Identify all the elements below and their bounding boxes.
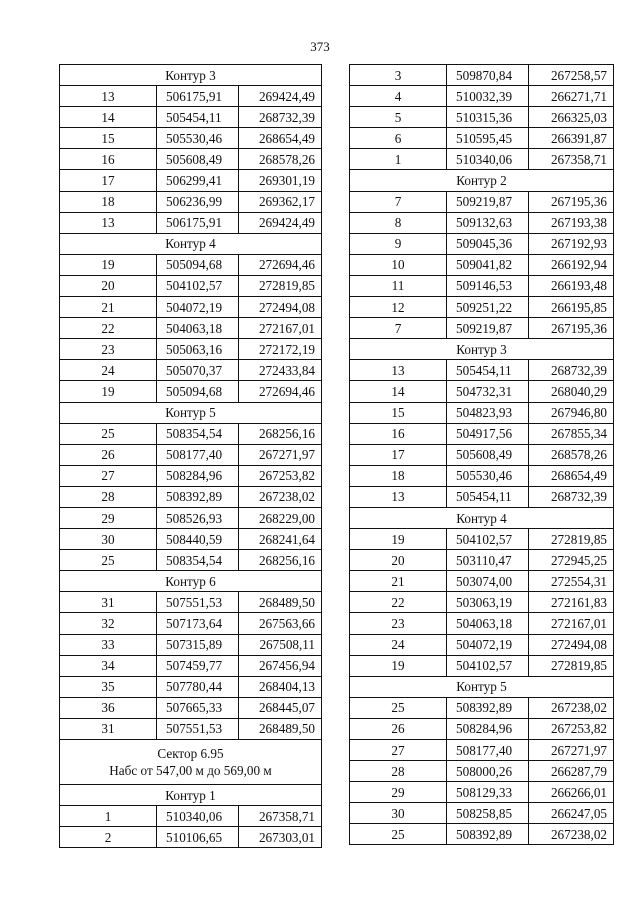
table-row [60, 339, 322, 360]
point-number: 2 [60, 827, 157, 848]
y-coordinate: 268489,50 [239, 718, 322, 739]
table-row [60, 507, 322, 528]
table-row [350, 761, 614, 782]
point-number: 4 [350, 86, 447, 107]
x-coordinate: 508392,89 [157, 486, 239, 507]
table-row [60, 634, 322, 655]
table-row [350, 782, 614, 803]
y-coordinate: 268489,50 [239, 592, 322, 613]
y-coordinate: 267195,36 [529, 318, 614, 339]
table-row [350, 824, 614, 845]
point-number: 11 [350, 275, 447, 296]
y-coordinate: 272819,85 [529, 655, 614, 676]
point-number: 29 [60, 507, 157, 528]
x-coordinate: 507551,53 [157, 592, 239, 613]
table-row [350, 233, 614, 254]
y-coordinate: 266192,94 [529, 254, 614, 275]
point-number: 21 [60, 297, 157, 318]
y-coordinate: 267303,01 [239, 827, 322, 848]
y-coordinate: 269424,49 [239, 86, 322, 107]
x-coordinate: 508392,89 [447, 824, 529, 845]
table-row [60, 107, 322, 128]
x-coordinate: 509870,84 [447, 65, 529, 86]
x-coordinate: 506299,41 [157, 170, 239, 191]
x-coordinate: 505454,11 [447, 486, 529, 507]
y-coordinate: 268040,29 [529, 381, 614, 402]
contour-header-row [350, 170, 614, 191]
y-coordinate: 267253,82 [529, 718, 614, 739]
table-row [60, 86, 322, 107]
x-coordinate: 504063,18 [157, 318, 239, 339]
x-coordinate: 509132,63 [447, 212, 529, 233]
point-number: 8 [350, 212, 447, 233]
y-coordinate: 269424,49 [239, 212, 322, 233]
sector-title: Сектор 6.95 [157, 746, 224, 761]
table-row [350, 318, 614, 339]
x-coordinate: 505608,49 [447, 444, 529, 465]
x-coordinate: 508258,85 [447, 803, 529, 824]
table-row [60, 318, 322, 339]
table-row [350, 191, 614, 212]
table-row [60, 149, 322, 170]
point-number: 25 [60, 550, 157, 571]
contour-header-row [60, 402, 322, 423]
point-number: 24 [60, 360, 157, 381]
x-coordinate: 510595,45 [447, 128, 529, 149]
y-coordinate: 266271,71 [529, 86, 614, 107]
y-coordinate: 266266,01 [529, 782, 614, 803]
x-coordinate: 508526,93 [157, 507, 239, 528]
contour-header: Контур 3 [60, 65, 322, 86]
table-row [60, 806, 322, 827]
table-row [350, 254, 614, 275]
table-row [350, 444, 614, 465]
point-number: 26 [350, 718, 447, 739]
point-number: 26 [60, 444, 157, 465]
point-number: 36 [60, 697, 157, 718]
y-coordinate: 272494,08 [239, 297, 322, 318]
y-coordinate: 267195,36 [529, 191, 614, 212]
point-number: 28 [60, 486, 157, 507]
y-coordinate: 268654,49 [239, 128, 322, 149]
point-number: 17 [350, 444, 447, 465]
page-number: 373 [310, 39, 330, 54]
y-coordinate: 266193,48 [529, 275, 614, 296]
point-number: 20 [60, 275, 157, 296]
point-number: 14 [60, 107, 157, 128]
x-coordinate: 508354,54 [157, 550, 239, 571]
y-coordinate: 272945,25 [529, 550, 614, 571]
table-row [60, 360, 322, 381]
table-row [60, 718, 322, 739]
point-number: 31 [60, 592, 157, 613]
table-row [60, 550, 322, 571]
point-number: 1 [60, 806, 157, 827]
table-row [350, 275, 614, 296]
x-coordinate: 504072,19 [157, 297, 239, 318]
sector-header-row [60, 740, 322, 785]
x-coordinate: 507551,53 [157, 718, 239, 739]
x-coordinate: 505530,46 [157, 128, 239, 149]
table-row [350, 360, 614, 381]
y-coordinate: 272172,19 [239, 339, 322, 360]
point-number: 16 [350, 423, 447, 444]
table-row [350, 718, 614, 739]
y-coordinate: 272494,08 [529, 634, 614, 655]
x-coordinate: 504823,93 [447, 402, 529, 423]
y-coordinate: 267855,34 [529, 423, 614, 444]
x-coordinate: 505094,68 [157, 381, 239, 402]
x-coordinate: 503110,47 [447, 550, 529, 571]
table-row [60, 381, 322, 402]
point-number: 12 [350, 297, 447, 318]
contour-header: Контур 2 [350, 170, 614, 191]
contour-header-row [60, 571, 322, 592]
y-coordinate: 267192,93 [529, 233, 614, 254]
y-coordinate: 267946,80 [529, 402, 614, 423]
table-row [60, 444, 322, 465]
table-row [350, 297, 614, 318]
x-coordinate: 509219,87 [447, 318, 529, 339]
point-number: 31 [60, 718, 157, 739]
y-coordinate: 266247,05 [529, 803, 614, 824]
x-coordinate: 504917,56 [447, 423, 529, 444]
x-coordinate: 509041,82 [447, 254, 529, 275]
y-coordinate: 272819,85 [239, 275, 322, 296]
y-coordinate: 267456,94 [239, 655, 322, 676]
table-row [60, 191, 322, 212]
contour-header-row [60, 233, 322, 254]
y-coordinate: 272167,01 [239, 318, 322, 339]
x-coordinate: 505070,37 [157, 360, 239, 381]
point-number: 16 [60, 149, 157, 170]
table-row [60, 676, 322, 697]
table-row [60, 423, 322, 444]
contour-header-row [60, 65, 322, 86]
contour-header: Контур 5 [60, 402, 322, 423]
point-number: 19 [60, 254, 157, 275]
y-coordinate: 268732,39 [239, 107, 322, 128]
y-coordinate: 268732,39 [529, 360, 614, 381]
point-number: 18 [350, 465, 447, 486]
point-number: 25 [350, 697, 447, 718]
x-coordinate: 505530,46 [447, 465, 529, 486]
point-number: 14 [350, 381, 447, 402]
contour-header: Контур 1 [60, 785, 322, 806]
x-coordinate: 506175,91 [157, 212, 239, 233]
y-coordinate: 267238,02 [529, 697, 614, 718]
table-row [350, 550, 614, 571]
point-number: 19 [60, 381, 157, 402]
x-coordinate: 508284,96 [157, 465, 239, 486]
table-row [60, 254, 322, 275]
y-coordinate: 268654,49 [529, 465, 614, 486]
coordinates-table-right [349, 64, 614, 845]
x-coordinate: 504102,57 [157, 275, 239, 296]
table-row [350, 149, 614, 170]
contour-header: Контур 5 [350, 676, 614, 697]
point-number: 22 [350, 592, 447, 613]
x-coordinate: 508284,96 [447, 718, 529, 739]
point-number: 3 [350, 65, 447, 86]
point-number: 19 [350, 529, 447, 550]
table-row [350, 655, 614, 676]
point-number: 29 [350, 782, 447, 803]
y-coordinate: 268578,26 [529, 444, 614, 465]
contour-header-row [350, 339, 614, 360]
table-row [60, 170, 322, 191]
table-row [350, 529, 614, 550]
point-number: 27 [60, 465, 157, 486]
point-number: 19 [350, 655, 447, 676]
x-coordinate: 505454,11 [447, 360, 529, 381]
table-row [350, 740, 614, 761]
table-row [60, 486, 322, 507]
table-row [60, 827, 322, 848]
x-coordinate: 505063,16 [157, 339, 239, 360]
contour-header-row [60, 785, 322, 806]
contour-header: Контур 3 [350, 339, 614, 360]
point-number: 30 [60, 529, 157, 550]
x-coordinate: 504102,57 [447, 655, 529, 676]
point-number: 35 [60, 676, 157, 697]
y-coordinate: 272433,84 [239, 360, 322, 381]
y-coordinate: 268256,16 [239, 550, 322, 571]
point-number: 7 [350, 318, 447, 339]
point-number: 24 [350, 634, 447, 655]
y-coordinate: 267271,97 [239, 444, 322, 465]
point-number: 18 [60, 191, 157, 212]
x-coordinate: 507780,44 [157, 676, 239, 697]
point-number: 25 [60, 423, 157, 444]
y-coordinate: 268404,13 [239, 676, 322, 697]
sector-header [60, 740, 322, 785]
x-coordinate: 507315,89 [157, 634, 239, 655]
table-row [60, 128, 322, 149]
table-row [60, 697, 322, 718]
table-row [60, 655, 322, 676]
y-coordinate: 268732,39 [529, 486, 614, 507]
table-row [60, 297, 322, 318]
point-number: 27 [350, 740, 447, 761]
y-coordinate: 272694,46 [239, 254, 322, 275]
y-coordinate: 272819,85 [529, 529, 614, 550]
y-coordinate: 267193,38 [529, 212, 614, 233]
table-row [350, 571, 614, 592]
x-coordinate: 506175,91 [157, 86, 239, 107]
y-coordinate: 268241,64 [239, 529, 322, 550]
point-number: 34 [60, 655, 157, 676]
point-number: 28 [350, 761, 447, 782]
y-coordinate: 272554,31 [529, 571, 614, 592]
x-coordinate: 507173,64 [157, 613, 239, 634]
x-coordinate: 508177,40 [157, 444, 239, 465]
y-coordinate: 267358,71 [239, 806, 322, 827]
x-coordinate: 507459,77 [157, 655, 239, 676]
y-coordinate: 269301,19 [239, 170, 322, 191]
table-row [350, 381, 614, 402]
point-number: 33 [60, 634, 157, 655]
point-number: 13 [350, 360, 447, 381]
table-row [60, 465, 322, 486]
x-coordinate: 504072,19 [447, 634, 529, 655]
point-number: 30 [350, 803, 447, 824]
table-row [350, 803, 614, 824]
table-row [350, 402, 614, 423]
y-coordinate: 268445,07 [239, 697, 322, 718]
contour-header: Контур 6 [60, 571, 322, 592]
x-coordinate: 509219,87 [447, 191, 529, 212]
point-number: 15 [60, 128, 157, 149]
point-number: 25 [350, 824, 447, 845]
table-row [60, 592, 322, 613]
x-coordinate: 505094,68 [157, 254, 239, 275]
x-coordinate: 506236,99 [157, 191, 239, 212]
point-number: 20 [350, 550, 447, 571]
y-coordinate: 267258,57 [529, 65, 614, 86]
contour-header: Контур 4 [350, 507, 614, 528]
y-coordinate: 266391,87 [529, 128, 614, 149]
point-number: 23 [60, 339, 157, 360]
y-coordinate: 267238,02 [529, 824, 614, 845]
y-coordinate: 268578,26 [239, 149, 322, 170]
point-number: 15 [350, 402, 447, 423]
x-coordinate: 503063,19 [447, 592, 529, 613]
point-number: 13 [60, 212, 157, 233]
x-coordinate: 509146,53 [447, 275, 529, 296]
point-number: 1 [350, 149, 447, 170]
point-number: 13 [60, 86, 157, 107]
point-number: 32 [60, 613, 157, 634]
x-coordinate: 505454,11 [157, 107, 239, 128]
x-coordinate: 510032,39 [447, 86, 529, 107]
table-row [350, 634, 614, 655]
x-coordinate: 504732,31 [447, 381, 529, 402]
x-coordinate: 504063,18 [447, 613, 529, 634]
point-number: 6 [350, 128, 447, 149]
x-coordinate: 505608,49 [157, 149, 239, 170]
y-coordinate: 267238,02 [239, 486, 322, 507]
contour-header-row [350, 676, 614, 697]
point-number: 5 [350, 107, 447, 128]
x-coordinate: 509251,22 [447, 297, 529, 318]
x-coordinate: 508440,59 [157, 529, 239, 550]
point-number: 22 [60, 318, 157, 339]
table-row [350, 212, 614, 233]
y-coordinate: 268229,00 [239, 507, 322, 528]
y-coordinate: 267253,82 [239, 465, 322, 486]
x-coordinate: 510340,06 [157, 806, 239, 827]
table-row [350, 465, 614, 486]
table-row [350, 697, 614, 718]
coordinates-table-left [59, 64, 322, 848]
point-number: 7 [350, 191, 447, 212]
y-coordinate: 267563,66 [239, 613, 322, 634]
y-coordinate: 266325,03 [529, 107, 614, 128]
y-coordinate: 269362,17 [239, 191, 322, 212]
point-number: 21 [350, 571, 447, 592]
table-row [350, 86, 614, 107]
x-coordinate: 508354,54 [157, 423, 239, 444]
x-coordinate: 510106,65 [157, 827, 239, 848]
sector-range: Набс от 547,00 м до 569,00 м [109, 763, 272, 778]
y-coordinate: 266195,85 [529, 297, 614, 318]
table-row [60, 613, 322, 634]
table-row [350, 592, 614, 613]
y-coordinate: 266287,79 [529, 761, 614, 782]
point-number: 23 [350, 613, 447, 634]
table-row [350, 486, 614, 507]
x-coordinate: 504102,57 [447, 529, 529, 550]
y-coordinate: 272694,46 [239, 381, 322, 402]
y-coordinate: 267508,11 [239, 634, 322, 655]
y-coordinate: 272167,01 [529, 613, 614, 634]
point-number: 10 [350, 254, 447, 275]
table-row [350, 613, 614, 634]
contour-header-row [350, 507, 614, 528]
table-row [350, 128, 614, 149]
table-row [350, 65, 614, 86]
table-row [350, 107, 614, 128]
point-number: 17 [60, 170, 157, 191]
contour-header: Контур 4 [60, 233, 322, 254]
table-row [60, 275, 322, 296]
x-coordinate: 508000,26 [447, 761, 529, 782]
x-coordinate: 510315,36 [447, 107, 529, 128]
x-coordinate: 508392,89 [447, 697, 529, 718]
point-number: 13 [350, 486, 447, 507]
table-row [350, 423, 614, 444]
x-coordinate: 503074,00 [447, 571, 529, 592]
table-row [60, 529, 322, 550]
x-coordinate: 510340,06 [447, 149, 529, 170]
x-coordinate: 508129,33 [447, 782, 529, 803]
x-coordinate: 509045,36 [447, 233, 529, 254]
x-coordinate: 508177,40 [447, 740, 529, 761]
y-coordinate: 272161,83 [529, 592, 614, 613]
point-number: 9 [350, 233, 447, 254]
y-coordinate: 267271,97 [529, 740, 614, 761]
y-coordinate: 268256,16 [239, 423, 322, 444]
coordinates-table-body [60, 65, 322, 848]
table-row [60, 212, 322, 233]
coordinates-table-body [350, 65, 614, 845]
x-coordinate: 507665,33 [157, 697, 239, 718]
y-coordinate: 267358,71 [529, 149, 614, 170]
